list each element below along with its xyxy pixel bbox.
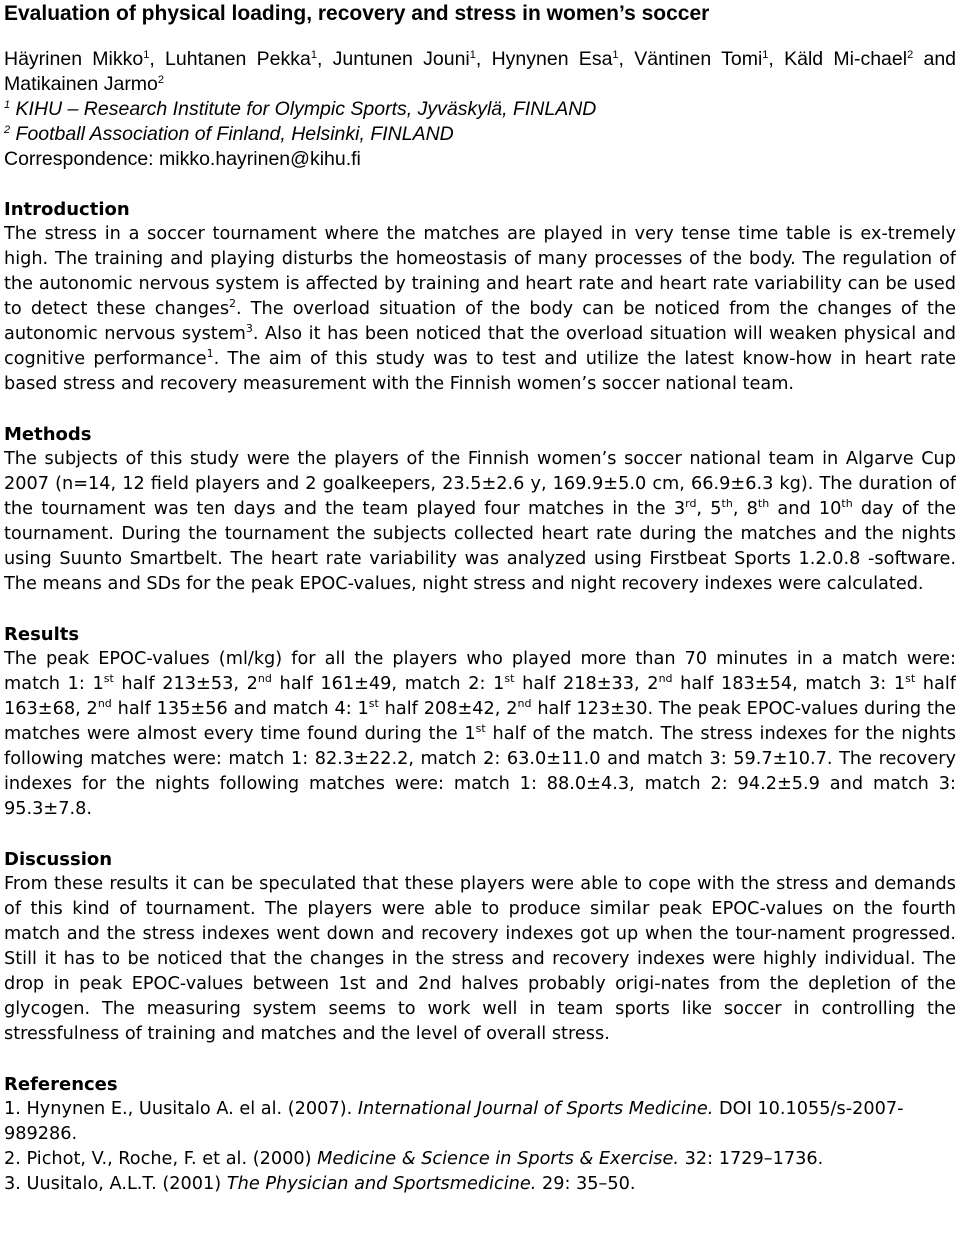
- ordinal-suffix: st: [475, 722, 486, 735]
- body-text: The subjects of this study were the players of the Finnish women’s soccer national team in Algarve Cup 2007 (n=14, 12 field players and 2 goalkeepers, 23.5±2.6 y, 169.9±5.0 cm, 66.9±6.3 kg). The duration of the tournament was ten days and the team played four matches in the 3: [4, 449, 956, 519]
- body-text: half 135±56 and match 4: 1: [111, 699, 369, 719]
- citation-marker: 2: [229, 297, 237, 310]
- body-text: half 161±49, match 2: 1: [271, 674, 505, 694]
- section-heading: Discussion: [4, 849, 113, 870]
- section-heading: References: [4, 1074, 118, 1095]
- body-text: , 5: [696, 499, 722, 519]
- affiliation-marker: 2: [907, 49, 914, 61]
- body-text: . The overload situation of the body can be noticed from the changes of the autonomic nervous system: [4, 299, 956, 344]
- author-name: and Matikainen Jarmo: [4, 48, 956, 95]
- reference-journal: The Physician and Sportsmedicine.: [226, 1174, 537, 1194]
- affiliation-text: Football Association of Finland, Helsinki, FINLAND: [10, 123, 454, 145]
- affiliation-marker: 1: [310, 49, 317, 61]
- reference-item: [4, 1147, 956, 1172]
- body-text: half 208±42, 2: [378, 699, 518, 719]
- discussion-section: [4, 847, 956, 1047]
- affiliation-marker: 1: [612, 49, 619, 61]
- body-text: , 8: [732, 499, 758, 519]
- section-heading: Results: [4, 624, 80, 645]
- section-heading: Methods: [4, 424, 92, 445]
- reference-journal: Medicine & Science in Sports & Exercise.: [317, 1149, 680, 1169]
- section-body: [4, 222, 956, 397]
- reference-details: 29: 35–50.: [536, 1174, 636, 1194]
- affiliation-marker: 2: [157, 74, 165, 86]
- affiliation-text: KIHU – Research Institute for Olympic Sports, Jyväskylä, FINLAND: [10, 98, 597, 120]
- body-text: half of the match. The stress indexes for the nights following matches were: match 1: 82.3±22.2, match 2: 63.0±11.0 and match 3: 59.7±10.7. The recovery indexes for the nights following matches were: match 1: 88.0±4.3, match 2: 94.2±5.9 and match 3: 95.3±7.8.: [4, 724, 956, 819]
- correspondence-line: Correspondence: mikko.hayrinen@kihu.fi: [4, 148, 361, 170]
- affiliation-marker: 1: [143, 49, 150, 61]
- body-text: half 123±30. The peak EPOC-values during the matches were almost every time found during the 1: [4, 699, 956, 744]
- reference-authors: 3. Uusitalo, A.L.T. (2001): [4, 1174, 227, 1194]
- body-text: half 218±33, 2: [514, 674, 659, 694]
- reference-item: [4, 1172, 956, 1197]
- body-text: The stress in a soccer tournament where the matches are played in very tense time table is ex-tremely high. The training and playing disturbs the homeostasis of many processes of the body. The regulation of the autonomic nervous system is affected by training and heart rate and heart rate variability can be used to detect these changes: [4, 224, 956, 319]
- ordinal-suffix: st: [504, 672, 515, 685]
- author-name: , Käld Mi-chael: [768, 48, 908, 70]
- body-text: The peak EPOC-values (ml/kg) for all the players who played more than 70 minutes in a match were: match 1: 1: [4, 649, 956, 694]
- paper-title: Evaluation of physical loading, recovery and stress in women’s soccer: [4, 2, 710, 25]
- ordinal-suffix: st: [103, 672, 114, 685]
- introduction-section: [4, 197, 956, 397]
- ordinal-suffix: nd: [517, 697, 532, 710]
- body-text: half 213±53, 2: [113, 674, 258, 694]
- paper-page: [0, 2, 960, 1197]
- ordinal-suffix: st: [905, 672, 916, 685]
- ordinal-suffix: rd: [685, 497, 697, 510]
- ordinal-suffix: th: [757, 497, 770, 510]
- author-name: , Juntunen Jouni: [316, 48, 470, 70]
- author-name: , Luhtanen Pekka: [149, 48, 311, 70]
- author-name: Häyrinen Mikko: [4, 48, 144, 70]
- ordinal-suffix: nd: [658, 672, 673, 685]
- affiliation-marker: 1: [4, 99, 11, 111]
- author-name: , Väntinen Tomi: [618, 48, 763, 70]
- affiliation-1: [4, 97, 956, 122]
- body-text: day of the tournament. During the tournament the subjects collected heart rate during the matches and the nights using Suunto Smartbelt. The heart rate variability was analyzed using Firstbeat Sports 1.2.0.8 -software. The means and SDs for the peak EPOC-values, night stress and night recovery indexes were calculated.: [4, 499, 956, 594]
- section-body: [4, 447, 956, 597]
- section-body: From these results it can be speculated that these players were able to cope with the stress and demands of this kind of tournament. The players were able to produce similar peak EPOC-values on the fourth match and the stress indexes went down and recovery indexes got up when the tour-nament progressed. Still it has to be noticed that the changes in the stress and recovery indexes were highly individual. The drop in peak EPOC-values between 1st and 2nd halves probably origi-nates from the depletion of the glycogen. The measuring system seems to work well in team sports like soccer in controlling the stressfulness of training and matches and the level of overall stress.: [4, 874, 956, 1044]
- affiliation-marker: 1: [469, 49, 476, 61]
- reference-journal: International Journal of Sports Medicine.: [357, 1099, 714, 1119]
- author-name: , Hynynen Esa: [475, 48, 613, 70]
- ordinal-suffix: st: [368, 697, 379, 710]
- citation-marker: 1: [206, 347, 214, 360]
- body-text: and 10: [769, 499, 842, 519]
- results-section: [4, 622, 956, 822]
- ordinal-suffix: th: [841, 497, 853, 510]
- author-list: [4, 47, 956, 97]
- reference-details: 32: 1729–1736.: [679, 1149, 824, 1169]
- affiliation-marker: 1: [762, 49, 769, 61]
- ordinal-suffix: th: [721, 497, 733, 510]
- ordinal-suffix: nd: [97, 697, 112, 710]
- body-text: . The aim of this study was to test and utilize the latest know-how in heart rate based stress and recovery measurement with the Finnish women’s soccer national team.: [4, 349, 956, 394]
- body-text: half 183±54, match 3: 1: [672, 674, 906, 694]
- citation-marker: 3: [245, 322, 253, 335]
- body-text: . Also it has been noticed that the overload situation will weaken physical and cognitive performance: [4, 324, 956, 369]
- reference-details: DOI 10.1055/s-2007-989286.: [4, 1099, 904, 1144]
- body-text: half 163±68, 2: [4, 674, 956, 719]
- affiliation-2: [4, 122, 956, 147]
- reference-authors: 1. Hynynen E., Uusitalo A. el al. (2007).: [4, 1099, 358, 1119]
- section-body: [4, 647, 956, 822]
- reference-authors: 2. Pichot, V., Roche, F. et al. (2000): [4, 1149, 318, 1169]
- reference-item: [4, 1097, 956, 1147]
- section-heading: Introduction: [4, 199, 130, 220]
- references-section: [4, 1072, 956, 1197]
- ordinal-suffix: nd: [257, 672, 272, 685]
- methods-section: [4, 422, 956, 597]
- affiliation-marker: 2: [4, 124, 11, 136]
